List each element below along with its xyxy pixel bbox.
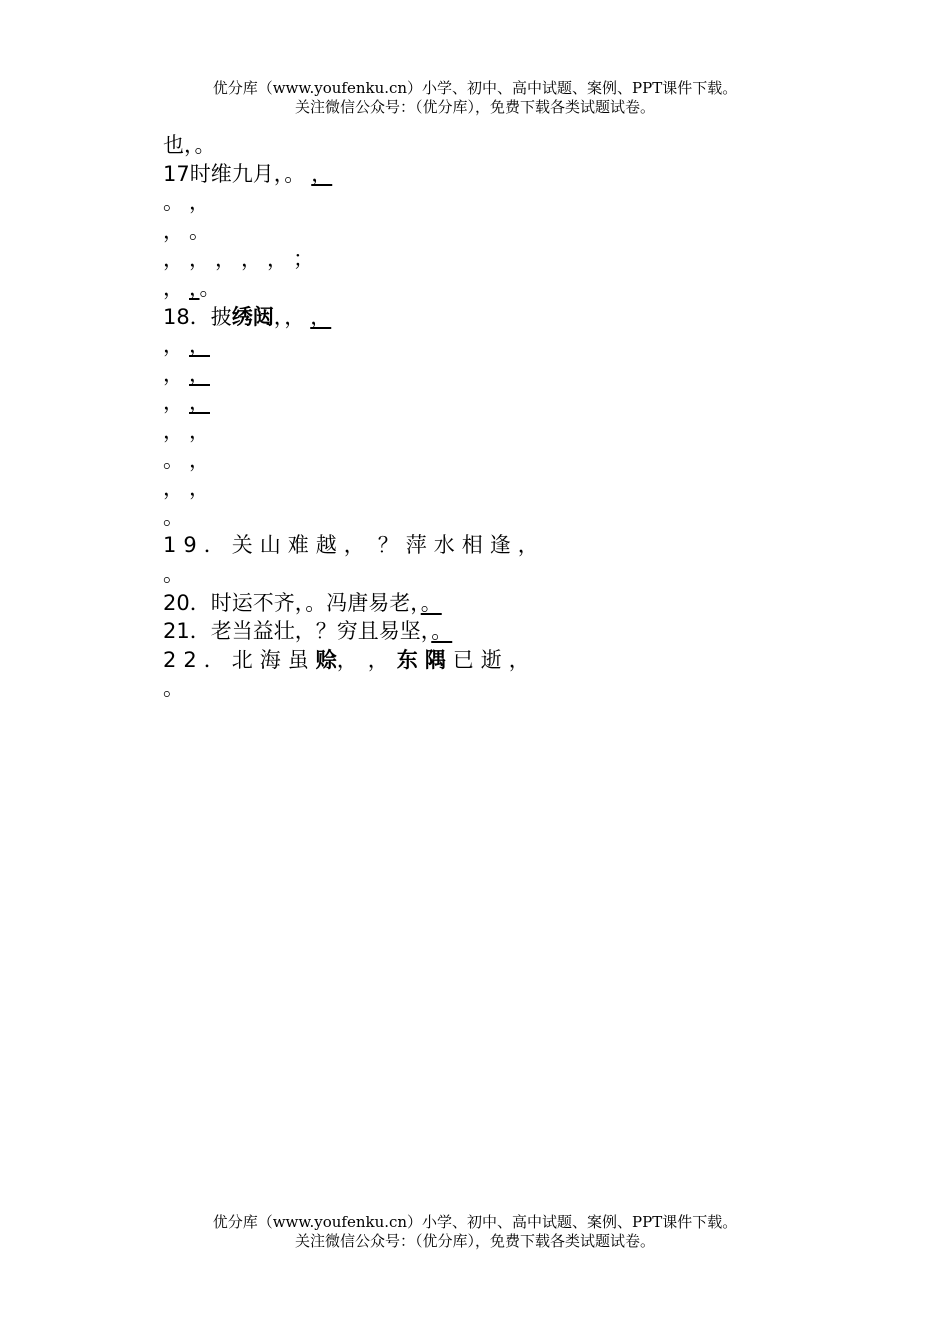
line-2: [163, 160, 813, 189]
text: ，: [311, 161, 333, 186]
text: 。冯唐易老，: [305, 590, 421, 615]
question-18-prompt: 18．披: [163, 304, 232, 329]
text: 。: [163, 447, 184, 472]
text: ，: [163, 333, 184, 358]
text: ，: [241, 247, 262, 272]
text: ？萍水相逢，: [377, 533, 546, 558]
text: ，: [189, 390, 210, 415]
line-16: [163, 560, 813, 589]
text: ，: [189, 361, 210, 386]
worksheet-body: [163, 131, 813, 703]
bold-term: 绣闼: [231, 304, 274, 329]
header-line-2: 关注微信公众号：（优分库），免费下载各类试题试卷。: [294, 98, 655, 116]
line-3: [163, 188, 813, 217]
question-19-prompt: 19．关山难越，: [163, 533, 372, 558]
line-15: [163, 531, 813, 560]
text: 。: [163, 190, 184, 215]
footer-line-1: 优分库（www.youfenku.cn）小学、初中、高中试题、案例、PPT课件下载。: [212, 1213, 738, 1231]
line-6: [163, 274, 813, 303]
question-17-prompt: 17时维九月，: [163, 161, 285, 186]
text: ，: [189, 247, 210, 272]
text: 。: [189, 218, 210, 243]
text: ，: [163, 247, 184, 272]
text: 。: [284, 161, 306, 186]
bold-term: 东隅: [396, 647, 453, 672]
text: ，: [189, 447, 210, 472]
line-17: [163, 589, 813, 618]
text: ，: [163, 476, 184, 501]
text: ，: [189, 275, 200, 300]
line-9: [163, 360, 813, 389]
text: 。: [163, 561, 184, 586]
text: ，: [284, 304, 306, 329]
line-8: [163, 331, 813, 360]
header-line-1: 优分库（www.youfenku.cn）小学、初中、高中试题、案例、PPT课件下载。: [212, 79, 738, 97]
text: ，: [273, 304, 285, 329]
line-11: [163, 417, 813, 446]
line-1: [163, 131, 813, 160]
text: ，: [336, 647, 358, 672]
line-19: [163, 646, 813, 675]
page-header: [0, 79, 950, 117]
line-5: [163, 245, 813, 274]
question-20-prompt: 20．时运不齐，: [163, 590, 306, 615]
line-18: [163, 617, 813, 646]
line-13: [163, 474, 813, 503]
text: 。: [199, 275, 221, 300]
text: ，: [310, 304, 332, 329]
text: 。: [163, 676, 184, 701]
text: 也，: [163, 133, 195, 157]
question-22-prompt: 22．北海虽: [163, 647, 316, 672]
text: 。: [163, 504, 184, 529]
line-4: [163, 217, 813, 246]
text: ，: [267, 247, 288, 272]
line-10: [163, 388, 813, 417]
question-21-prompt: 21．老当益壮，: [163, 619, 316, 644]
text: 。: [431, 619, 453, 644]
text: 已逝，: [452, 647, 537, 672]
text: ，: [163, 275, 184, 300]
text: ，: [163, 218, 184, 243]
text: ？穷且易坚，: [315, 619, 432, 644]
text: ；: [293, 247, 314, 272]
text: ，: [189, 333, 210, 358]
text: ，: [215, 247, 236, 272]
text: 。: [420, 590, 442, 615]
line-7: [163, 303, 813, 332]
page-footer: [0, 1213, 950, 1251]
text: ，: [163, 361, 184, 386]
text: ，: [163, 390, 184, 415]
text: ，: [189, 190, 210, 215]
footer-line-2: 关注微信公众号：（优分库），免费下载各类试题试卷。: [294, 1232, 655, 1250]
text: ，: [163, 418, 184, 443]
line-12: [163, 446, 813, 475]
line-14: [163, 503, 813, 532]
text: ，: [189, 418, 210, 443]
text: 。: [194, 133, 216, 157]
text: ，: [367, 647, 389, 672]
bold-term: 赊: [315, 647, 337, 672]
text: ，: [189, 476, 210, 501]
line-20: [163, 674, 813, 703]
